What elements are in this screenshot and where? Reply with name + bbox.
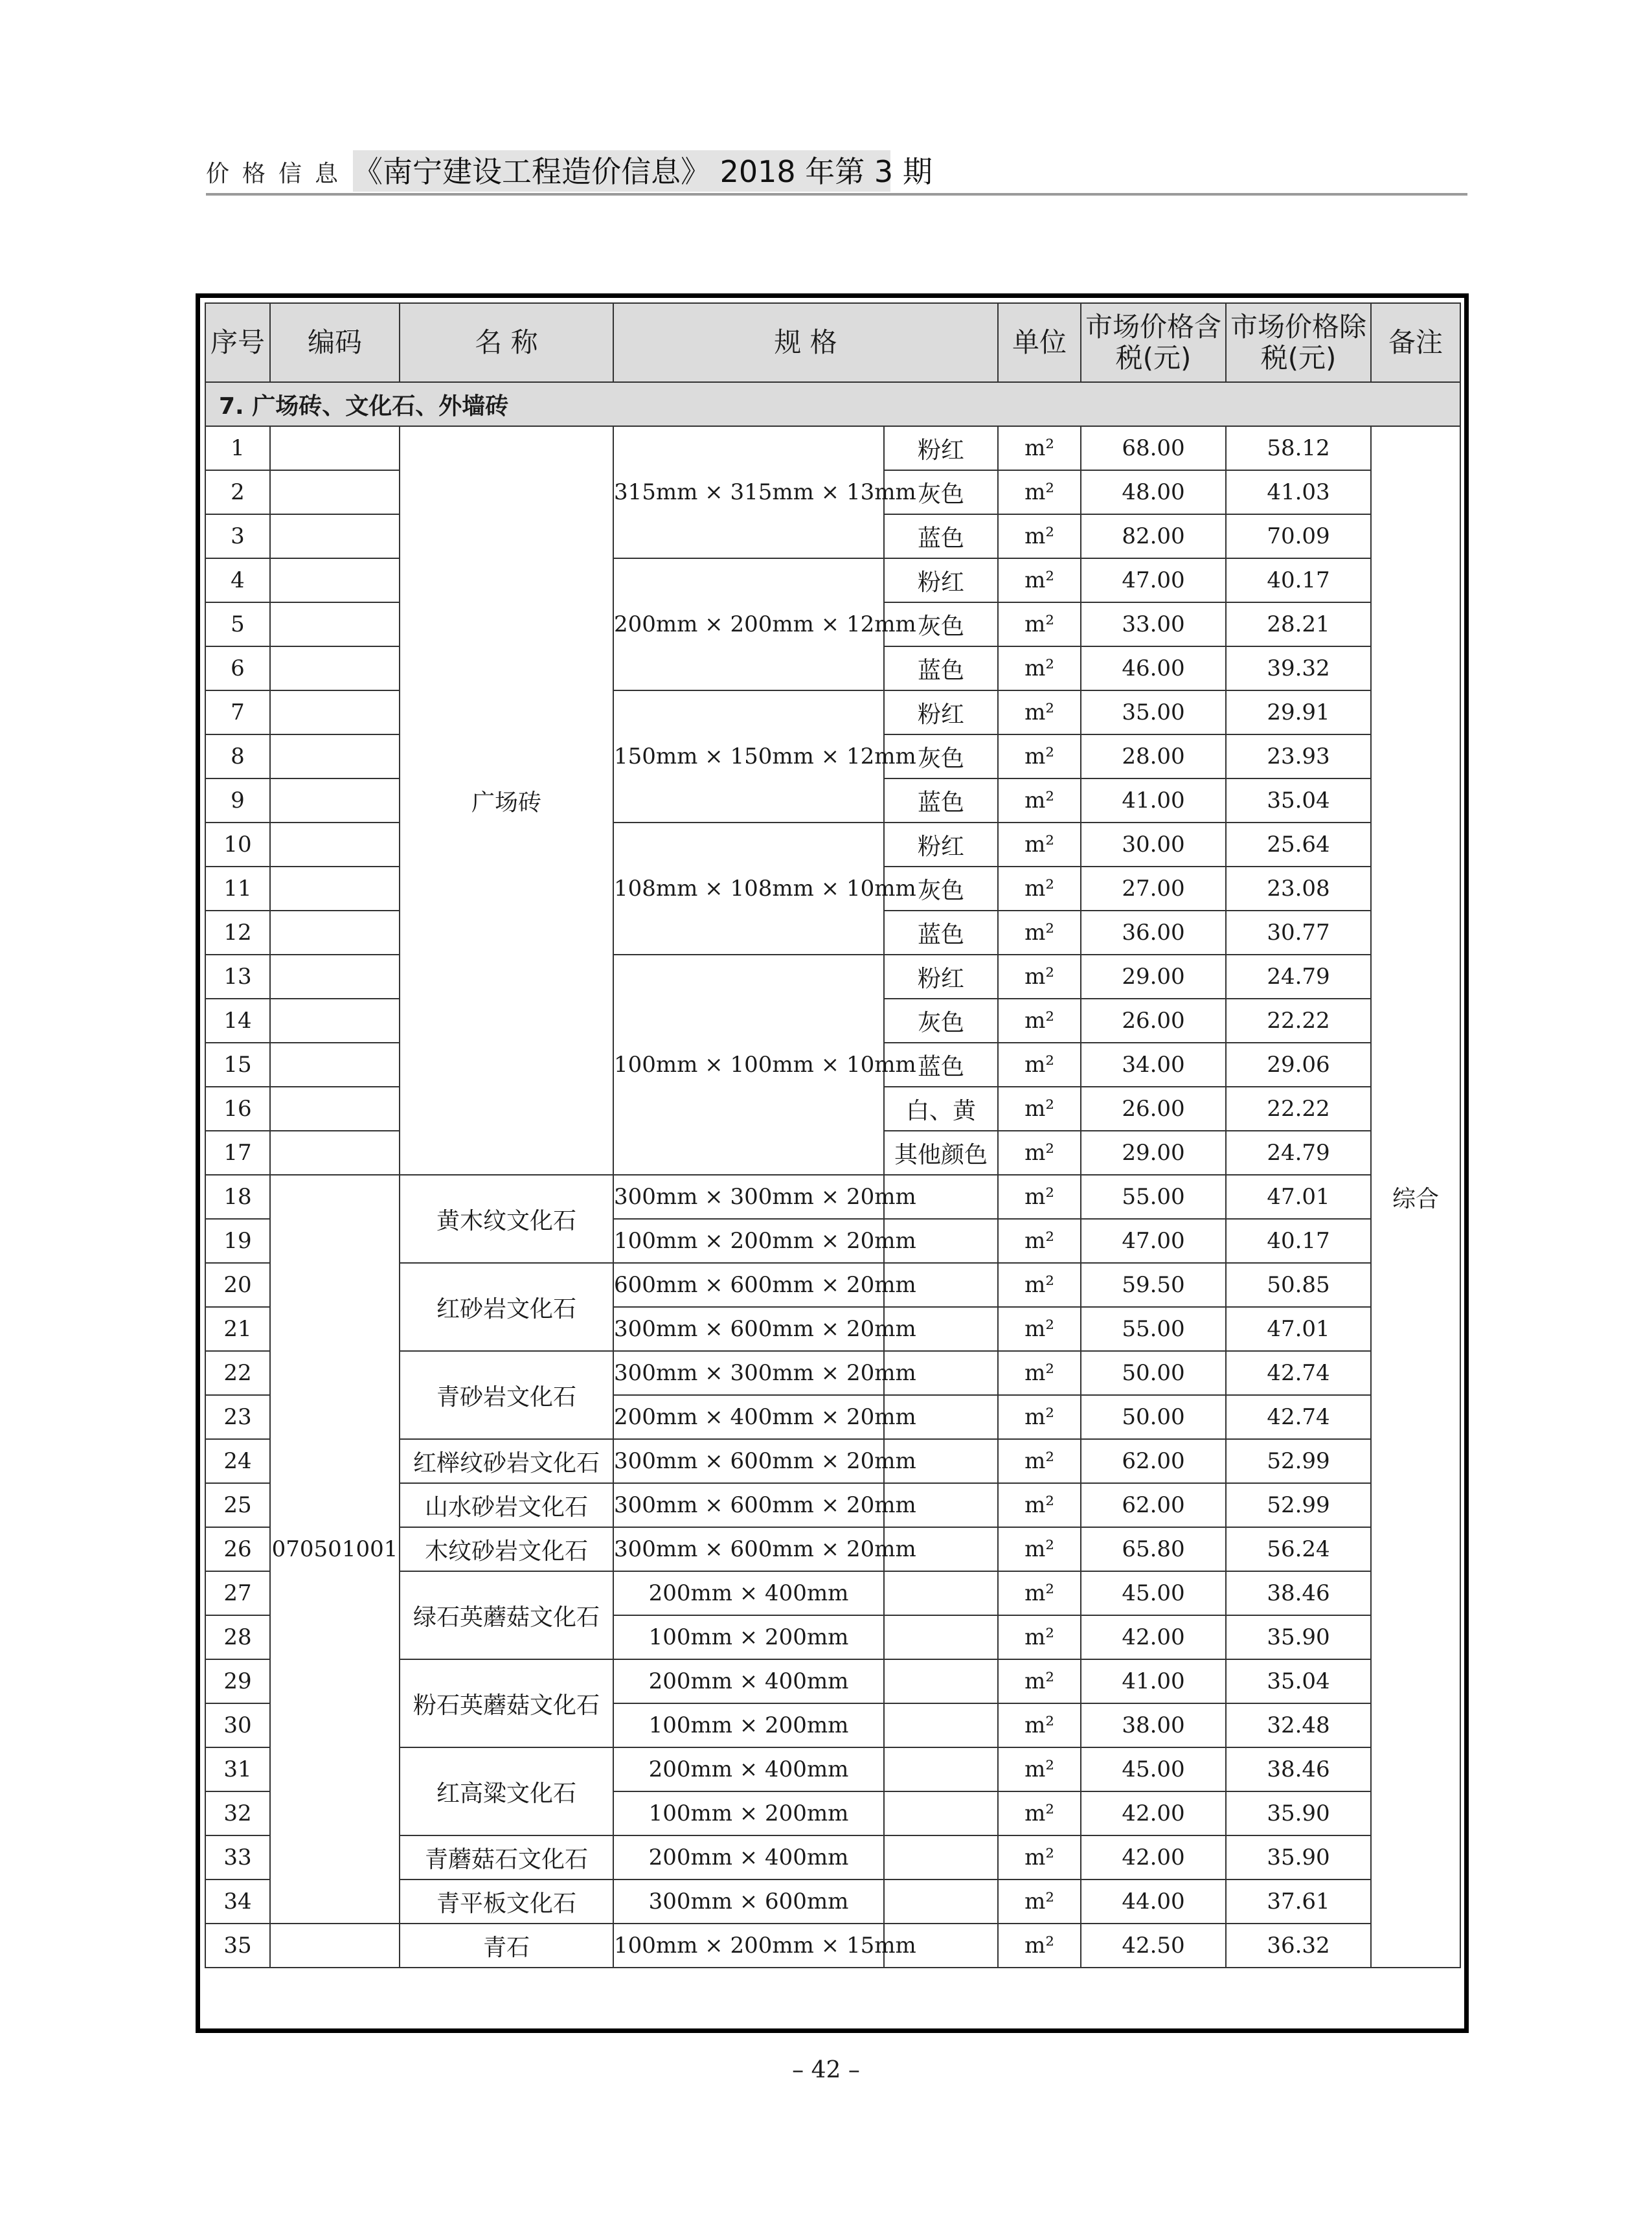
- cell-unit: m²: [998, 1483, 1081, 1527]
- cell-spec: 300mm × 600mm × 20mm: [613, 1439, 884, 1483]
- cell-color: 蓝色: [884, 778, 998, 823]
- cell-spec: 150mm × 150mm × 12mm: [613, 690, 884, 823]
- cell-color: 白、黄: [884, 1087, 998, 1131]
- cell-no: 7: [205, 690, 270, 734]
- cell-price-incl: 42.00: [1081, 1615, 1226, 1659]
- cell-code: [270, 911, 400, 955]
- cell-name: 青平板文化石: [400, 1880, 613, 1924]
- cell-name: 木纹砂岩文化石: [400, 1527, 613, 1571]
- cell-unit: m²: [998, 646, 1081, 690]
- cell-no: 16: [205, 1087, 270, 1131]
- cell-color: 灰色: [884, 867, 998, 911]
- cell-color: 蓝色: [884, 646, 998, 690]
- table-row: [205, 1924, 1460, 1968]
- cell-price-excl: 41.03: [1226, 470, 1371, 514]
- cell-price-excl: 50.85: [1226, 1263, 1371, 1307]
- cell-code: [270, 558, 400, 602]
- cell-color: [884, 1703, 998, 1747]
- cell-unit: m²: [998, 1439, 1081, 1483]
- cell-unit: m²: [998, 999, 1081, 1043]
- cell-name: 青砂岩文化石: [400, 1351, 613, 1439]
- cell-code: [270, 514, 400, 558]
- cell-unit: m²: [998, 778, 1081, 823]
- col-no: 序号: [205, 303, 270, 382]
- cell-color: 灰色: [884, 734, 998, 778]
- cell-no: 19: [205, 1219, 270, 1263]
- cell-no: 28: [205, 1615, 270, 1659]
- cell-price-excl: 47.01: [1226, 1175, 1371, 1219]
- cell-no: 34: [205, 1880, 270, 1924]
- cell-spec: 100mm × 200mm: [613, 1791, 884, 1835]
- cell-name: 红榉纹砂岩文化石: [400, 1439, 613, 1483]
- cell-unit: m²: [998, 602, 1081, 646]
- cell-spec: 200mm × 200mm × 12mm: [613, 558, 884, 690]
- cell-no: 32: [205, 1791, 270, 1835]
- cell-unit: m²: [998, 1880, 1081, 1924]
- cell-color: [884, 1615, 998, 1659]
- cell-color: 蓝色: [884, 514, 998, 558]
- cell-code: [270, 1043, 400, 1087]
- cell-price-excl: 38.46: [1226, 1571, 1371, 1615]
- cell-price-incl: 59.50: [1081, 1263, 1226, 1307]
- cell-price-incl: 47.00: [1081, 1219, 1226, 1263]
- cell-price-incl: 48.00: [1081, 470, 1226, 514]
- cell-price-excl: 37.61: [1226, 1880, 1371, 1924]
- col-code: 编码: [270, 303, 400, 382]
- cell-price-incl: 27.00: [1081, 867, 1226, 911]
- cell-price-excl: 56.24: [1226, 1527, 1371, 1571]
- cell-price-incl: 68.00: [1081, 426, 1226, 470]
- col-price-excl: 市场价格除税(元): [1226, 303, 1371, 382]
- cell-color: [884, 1571, 998, 1615]
- header-section-label: 价格信息: [206, 161, 352, 187]
- cell-no: 29: [205, 1659, 270, 1703]
- cell-code: 070501001: [270, 1175, 400, 1924]
- cell-code: [270, 955, 400, 999]
- cell-no: 6: [205, 646, 270, 690]
- cell-no: 27: [205, 1571, 270, 1615]
- cell-price-incl: 34.00: [1081, 1043, 1226, 1087]
- page-number: – 42 –: [792, 2057, 860, 2084]
- cell-spec: 300mm × 300mm × 20mm: [613, 1351, 884, 1395]
- cell-price-incl: 36.00: [1081, 911, 1226, 955]
- cell-spec: 200mm × 400mm × 20mm: [613, 1395, 884, 1439]
- cell-price-incl: 28.00: [1081, 734, 1226, 778]
- cell-name: 广场砖: [400, 426, 613, 1175]
- cell-price-incl: 35.00: [1081, 690, 1226, 734]
- cell-unit: m²: [998, 911, 1081, 955]
- cell-name: 青石: [400, 1924, 613, 1968]
- cell-no: 35: [205, 1924, 270, 1968]
- cell-no: 3: [205, 514, 270, 558]
- cell-price-incl: 50.00: [1081, 1395, 1226, 1439]
- cell-no: 8: [205, 734, 270, 778]
- cell-unit: m²: [998, 1571, 1081, 1615]
- cell-no: 2: [205, 470, 270, 514]
- cell-unit: m²: [998, 1747, 1081, 1791]
- cell-spec: 200mm × 400mm: [613, 1835, 884, 1880]
- cell-code: [270, 602, 400, 646]
- cell-unit: m²: [998, 1924, 1081, 1968]
- cell-color: 灰色: [884, 999, 998, 1043]
- cell-price-incl: 45.00: [1081, 1747, 1226, 1791]
- col-note: 备注: [1371, 303, 1460, 382]
- cell-spec: 300mm × 300mm × 20mm: [613, 1175, 884, 1219]
- cell-spec: 200mm × 400mm: [613, 1747, 884, 1791]
- cell-price-excl: 29.91: [1226, 690, 1371, 734]
- cell-unit: m²: [998, 1527, 1081, 1571]
- cell-unit: m²: [998, 955, 1081, 999]
- cell-name: 红高粱文化石: [400, 1747, 613, 1835]
- cell-code: [270, 646, 400, 690]
- cell-price-excl: 29.06: [1226, 1043, 1371, 1087]
- col-price-incl: 市场价格含税(元): [1081, 303, 1226, 382]
- cell-no: 17: [205, 1131, 270, 1175]
- cell-unit: m²: [998, 426, 1081, 470]
- cell-unit: m²: [998, 1175, 1081, 1219]
- cell-unit: m²: [998, 1131, 1081, 1175]
- cell-color: [884, 1747, 998, 1791]
- table-row: [205, 426, 1460, 470]
- cell-note: 综合: [1371, 426, 1460, 1968]
- cell-price-incl: 45.00: [1081, 1571, 1226, 1615]
- cell-name: 绿石英蘑菇文化石: [400, 1571, 613, 1659]
- cell-unit: m²: [998, 470, 1081, 514]
- cell-price-excl: 52.99: [1226, 1483, 1371, 1527]
- cell-price-excl: 35.90: [1226, 1615, 1371, 1659]
- cell-price-incl: 38.00: [1081, 1703, 1226, 1747]
- cell-no: 1: [205, 426, 270, 470]
- cell-price-excl: 32.48: [1226, 1703, 1371, 1747]
- cell-price-excl: 35.04: [1226, 1659, 1371, 1703]
- cell-price-excl: 70.09: [1226, 514, 1371, 558]
- section-title: 7. 广场砖、文化石、外墙砖: [205, 382, 1460, 426]
- cell-no: 21: [205, 1307, 270, 1351]
- cell-price-excl: 52.99: [1226, 1439, 1371, 1483]
- cell-price-incl: 26.00: [1081, 1087, 1226, 1131]
- cell-price-excl: 42.74: [1226, 1395, 1371, 1439]
- cell-price-incl: 26.00: [1081, 999, 1226, 1043]
- cell-name: 青蘑菇石文化石: [400, 1835, 613, 1880]
- cell-unit: m²: [998, 1043, 1081, 1087]
- cell-color: 蓝色: [884, 1043, 998, 1087]
- cell-price-incl: 46.00: [1081, 646, 1226, 690]
- cell-no: 10: [205, 823, 270, 867]
- cell-no: 31: [205, 1747, 270, 1791]
- cell-price-excl: 38.46: [1226, 1747, 1371, 1791]
- cell-unit: m²: [998, 1395, 1081, 1439]
- cell-code: [270, 999, 400, 1043]
- cell-unit: m²: [998, 558, 1081, 602]
- cell-no: 20: [205, 1263, 270, 1307]
- cell-code: [270, 867, 400, 911]
- table-row: [205, 558, 1460, 602]
- cell-color: 灰色: [884, 602, 998, 646]
- cell-unit: m²: [998, 1307, 1081, 1351]
- cell-unit: m²: [998, 823, 1081, 867]
- cell-spec: 200mm × 400mm: [613, 1571, 884, 1615]
- cell-price-incl: 47.00: [1081, 558, 1226, 602]
- cell-price-excl: 25.64: [1226, 823, 1371, 867]
- cell-unit: m²: [998, 1263, 1081, 1307]
- cell-code: [270, 690, 400, 734]
- cell-price-excl: 30.77: [1226, 911, 1371, 955]
- cell-spec: 100mm × 200mm × 20mm: [613, 1219, 884, 1263]
- cell-no: 23: [205, 1395, 270, 1439]
- cell-unit: m²: [998, 1219, 1081, 1263]
- cell-color: [884, 1880, 998, 1924]
- cell-price-incl: 41.00: [1081, 778, 1226, 823]
- cell-no: 5: [205, 602, 270, 646]
- cell-price-excl: 28.21: [1226, 602, 1371, 646]
- cell-color: 粉红: [884, 690, 998, 734]
- cell-spec: 200mm × 400mm: [613, 1659, 884, 1703]
- cell-unit: m²: [998, 1791, 1081, 1835]
- cell-no: 33: [205, 1835, 270, 1880]
- cell-price-incl: 29.00: [1081, 955, 1226, 999]
- cell-price-excl: 58.12: [1226, 426, 1371, 470]
- cell-no: 30: [205, 1703, 270, 1747]
- table-row: [205, 955, 1460, 999]
- section-row: [205, 382, 1460, 426]
- cell-color: 粉红: [884, 558, 998, 602]
- cell-color: 蓝色: [884, 911, 998, 955]
- cell-price-excl: 39.32: [1226, 646, 1371, 690]
- cell-code: [270, 778, 400, 823]
- cell-price-incl: 30.00: [1081, 823, 1226, 867]
- cell-price-incl: 42.50: [1081, 1924, 1226, 1968]
- cell-no: 11: [205, 867, 270, 911]
- cell-price-excl: 40.17: [1226, 1219, 1371, 1263]
- cell-price-excl: 22.22: [1226, 999, 1371, 1043]
- cell-no: 24: [205, 1439, 270, 1483]
- cell-price-incl: 33.00: [1081, 602, 1226, 646]
- cell-spec: 100mm × 100mm × 10mm: [613, 955, 884, 1175]
- cell-price-excl: 40.17: [1226, 558, 1371, 602]
- cell-no: 22: [205, 1351, 270, 1395]
- cell-no: 14: [205, 999, 270, 1043]
- cell-unit: m²: [998, 1703, 1081, 1747]
- cell-unit: m²: [998, 1615, 1081, 1659]
- cell-name: 红砂岩文化石: [400, 1263, 613, 1351]
- cell-unit: m²: [998, 1351, 1081, 1395]
- cell-name: 粉石英蘑菇文化石: [400, 1659, 613, 1747]
- cell-color: 灰色: [884, 470, 998, 514]
- cell-no: 9: [205, 778, 270, 823]
- cell-no: 4: [205, 558, 270, 602]
- header-title: 《南宁建设工程造价信息》 2018 年第 3 期: [353, 154, 933, 189]
- cell-price-excl: 23.93: [1226, 734, 1371, 778]
- cell-color: 粉红: [884, 426, 998, 470]
- cell-unit: m²: [998, 514, 1081, 558]
- cell-spec: 100mm × 200mm: [613, 1615, 884, 1659]
- cell-code: [270, 1131, 400, 1175]
- cell-code: [270, 1924, 400, 1968]
- cell-price-excl: 23.08: [1226, 867, 1371, 911]
- cell-no: 18: [205, 1175, 270, 1219]
- cell-price-excl: 35.04: [1226, 778, 1371, 823]
- cell-price-incl: 55.00: [1081, 1175, 1226, 1219]
- cell-price-incl: 65.80: [1081, 1527, 1226, 1571]
- col-unit: 单位: [998, 303, 1081, 382]
- cell-spec: 300mm × 600mm × 20mm: [613, 1527, 884, 1571]
- cell-price-incl: 62.00: [1081, 1439, 1226, 1483]
- cell-color: 粉红: [884, 955, 998, 999]
- cell-price-incl: 82.00: [1081, 514, 1226, 558]
- cell-no: 13: [205, 955, 270, 999]
- cell-price-excl: 47.01: [1226, 1307, 1371, 1351]
- cell-unit: m²: [998, 1659, 1081, 1703]
- cell-name: 山水砂岩文化石: [400, 1483, 613, 1527]
- cell-price-incl: 42.00: [1081, 1791, 1226, 1835]
- cell-spec: 300mm × 600mm × 20mm: [613, 1307, 884, 1351]
- cell-code: [270, 734, 400, 778]
- cell-color: [884, 1659, 998, 1703]
- cell-unit: m²: [998, 734, 1081, 778]
- cell-spec: 315mm × 315mm × 13mm: [613, 426, 884, 558]
- cell-price-incl: 50.00: [1081, 1351, 1226, 1395]
- cell-price-excl: 24.79: [1226, 1131, 1371, 1175]
- cell-color: 其他颜色: [884, 1131, 998, 1175]
- cell-color: [884, 1835, 998, 1880]
- cell-unit: m²: [998, 690, 1081, 734]
- cell-no: 26: [205, 1527, 270, 1571]
- cell-code: [270, 470, 400, 514]
- cell-unit: m²: [998, 867, 1081, 911]
- table-row: [205, 1175, 1460, 1219]
- cell-spec: 300mm × 600mm: [613, 1880, 884, 1924]
- cell-spec: 300mm × 600mm × 20mm: [613, 1483, 884, 1527]
- price-table: [205, 302, 1461, 1968]
- cell-code: [270, 1087, 400, 1131]
- cell-price-excl: 36.32: [1226, 1924, 1371, 1968]
- cell-price-excl: 35.90: [1226, 1791, 1371, 1835]
- cell-price-incl: 62.00: [1081, 1483, 1226, 1527]
- cell-code: [270, 426, 400, 470]
- cell-unit: m²: [998, 1087, 1081, 1131]
- cell-no: 15: [205, 1043, 270, 1087]
- cell-unit: m²: [998, 1835, 1081, 1880]
- cell-price-excl: 22.22: [1226, 1087, 1371, 1131]
- header-row: [205, 303, 1460, 382]
- cell-no: 12: [205, 911, 270, 955]
- cell-code: [270, 823, 400, 867]
- cell-price-incl: 44.00: [1081, 1880, 1226, 1924]
- cell-color: [884, 1791, 998, 1835]
- cell-price-excl: 42.74: [1226, 1351, 1371, 1395]
- cell-spec: 108mm × 108mm × 10mm: [613, 823, 884, 955]
- cell-price-incl: 42.00: [1081, 1835, 1226, 1880]
- table-row: [205, 823, 1460, 867]
- col-spec: 规 格: [613, 303, 998, 382]
- cell-name: 黄木纹文化石: [400, 1175, 613, 1263]
- cell-price-incl: 41.00: [1081, 1659, 1226, 1703]
- col-name: 名 称: [400, 303, 613, 382]
- header-rule: [206, 193, 1467, 196]
- cell-spec: 600mm × 600mm × 20mm: [613, 1263, 884, 1307]
- table-row: [205, 690, 1460, 734]
- cell-spec: 100mm × 200mm: [613, 1703, 884, 1747]
- cell-price-incl: 55.00: [1081, 1307, 1226, 1351]
- cell-no: 25: [205, 1483, 270, 1527]
- cell-price-incl: 29.00: [1081, 1131, 1226, 1175]
- cell-price-excl: 35.90: [1226, 1835, 1371, 1880]
- cell-price-excl: 24.79: [1226, 955, 1371, 999]
- cell-spec: 100mm × 200mm × 15mm: [613, 1924, 884, 1968]
- cell-color: 粉红: [884, 823, 998, 867]
